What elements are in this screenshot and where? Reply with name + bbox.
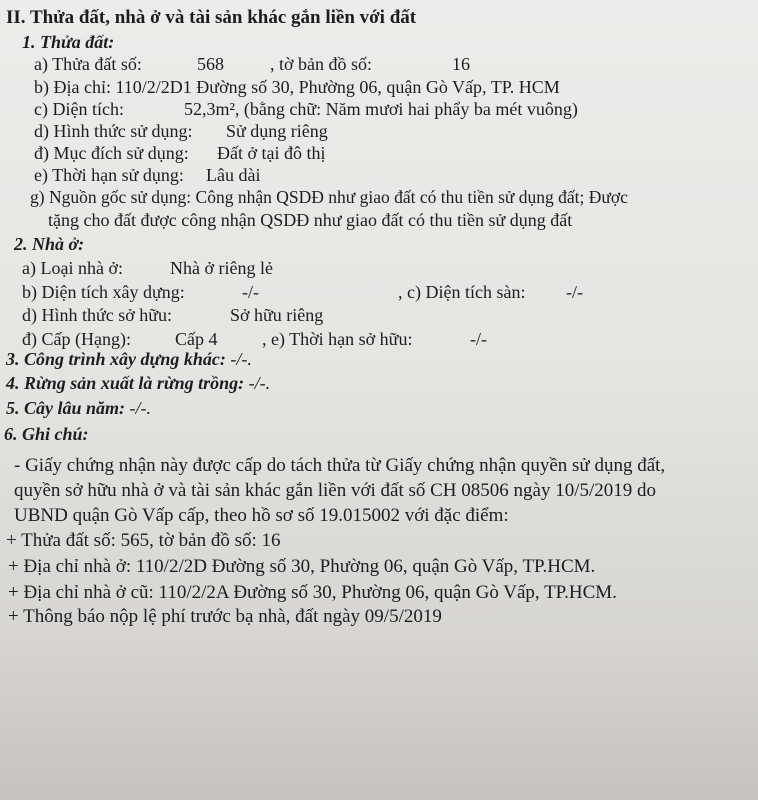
floor-area-label: , c) Diện tích sàn: xyxy=(398,282,526,302)
section-heading: II. Thửa đất, nhà ở và tài sản khác gắn liền với đất xyxy=(6,7,417,28)
perennial-label: 5. Cây lâu năm: xyxy=(6,398,126,418)
floor-area-value: -/- xyxy=(566,282,583,302)
area-label: c) Diện tích: xyxy=(34,99,124,119)
note-line-3: UBND quận Gò Vấp cấp, theo hồ sơ số 19.015002 với đặc điểm: xyxy=(14,505,509,526)
term-label: e) Thời hạn sử dụng: xyxy=(34,165,184,185)
construction-row xyxy=(6,350,252,368)
land-address: b) Địa chỉ: 110/2/2D1 Đường số 30, Phường 06, quận Gò Vấp, TP. HCM xyxy=(34,77,560,97)
map-label: , tờ bản đồ số: xyxy=(270,54,373,74)
house-type-row xyxy=(22,259,422,281)
owner-term-value: -/- xyxy=(470,329,487,349)
ownership-row xyxy=(22,306,422,328)
grade-value: Cấp 4 xyxy=(175,329,218,349)
use-form-row xyxy=(34,122,434,144)
area-value: 52,3m², (bằng chữ: Năm mươi hai phẩy ba mét vuông) xyxy=(184,99,578,119)
note-line-1: - Giấy chứng nhận này được cấp do tách thửa từ Giấy chứng nhận quyền sử dụng đất, xyxy=(14,455,666,476)
ownership-value: Sở hữu riêng xyxy=(230,305,324,325)
area-row xyxy=(34,100,674,122)
notes-heading: 6. Ghi chú: xyxy=(4,424,89,444)
note-line-4: + Thửa đất số: 565, tờ bản đồ số: 16 xyxy=(6,530,281,551)
map-number: 16 xyxy=(452,54,470,74)
parcel-row xyxy=(34,55,494,77)
construction-label: 3. Công trình xây dựng khác: xyxy=(6,349,226,369)
use-form-label: d) Hình thức sử dụng: xyxy=(34,121,193,141)
house-type-value: Nhà ở riêng lẻ xyxy=(170,258,273,278)
build-area-label: b) Diện tích xây dựng: xyxy=(22,282,185,302)
term-row xyxy=(34,166,434,188)
forest-label: 4. Rừng sản xuất là rừng trồng: xyxy=(6,373,245,393)
note-line-2: quyền sở hữu nhà ở và tài sản khác gắn liền với đất số CH 08506 ngày 10/5/2019 do xyxy=(14,480,657,501)
purpose-row xyxy=(34,144,434,166)
note-line-7: + Thông báo nộp lệ phí trước bạ nhà, đất ngày 09/5/2019 xyxy=(8,606,442,627)
parcel-label: a) Thửa đất số: xyxy=(34,54,142,74)
term-value: Lâu dài xyxy=(206,165,261,185)
forest-row xyxy=(6,374,270,392)
house-type-label: a) Loại nhà ở: xyxy=(22,258,123,278)
purpose-label: đ) Mục đích sử dụng: xyxy=(34,143,189,163)
house-area-row xyxy=(22,283,602,305)
forest-value: -/-. xyxy=(248,373,271,393)
note-line-6: + Địa chỉ nhà ở cũ: 110/2/2A Đường số 30, Phường 06, quận Gò Vấp, TP.HCM. xyxy=(8,582,617,603)
perennial-row xyxy=(6,399,151,417)
parcel-number: 568 xyxy=(197,54,224,74)
purpose-value: Đất ở tại đô thị xyxy=(217,143,326,163)
construction-value: -/-. xyxy=(230,349,252,369)
note-line-5: + Địa chỉ nhà ở: 110/2/2D Đường số 30, Phường 06, quận Gò Vấp, TP.HCM. xyxy=(8,556,596,577)
land-heading: 1. Thửa đất: xyxy=(22,32,115,52)
owner-term-label: , e) Thời hạn sở hữu: xyxy=(262,329,413,349)
use-form-value: Sử dụng riêng xyxy=(226,121,328,141)
house-heading: 2. Nhà ở: xyxy=(14,234,85,254)
photo-shadow xyxy=(0,640,758,800)
build-area-value: -/- xyxy=(242,282,259,302)
perennial-value: -/-. xyxy=(129,398,152,418)
origin-line-1: g) Nguồn gốc sử dụng: Công nhận QSDĐ như giao đất có thu tiền sử dụng đất; Được xyxy=(30,187,628,207)
grade-label: đ) Cấp (Hạng): xyxy=(22,329,131,349)
ownership-label: d) Hình thức sở hữu: xyxy=(22,305,173,325)
origin-line-2: tặng cho đất được công nhận QSDĐ như giao đất có thu tiền sử dụng đất xyxy=(48,210,573,230)
